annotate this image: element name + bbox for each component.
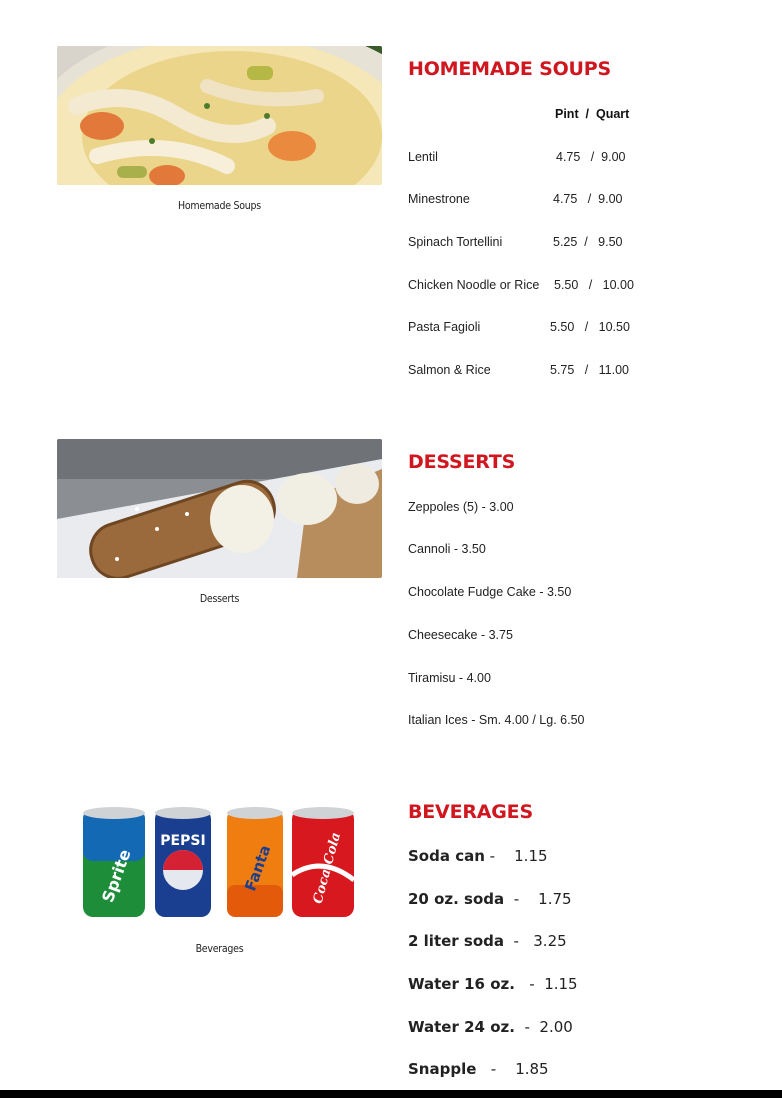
- beverage-name: 20 oz. soda: [408, 890, 505, 908]
- desserts-caption: Desserts: [199, 592, 240, 605]
- beverage-price: - 3.25: [504, 932, 567, 950]
- beverage-item: [408, 890, 572, 908]
- soup-name: Salmon & Rice: [408, 363, 491, 377]
- beverage-name: Water 16 oz.: [408, 975, 515, 993]
- soup-row: [408, 150, 626, 164]
- dessert-item: Cheesecake - 3.75: [408, 628, 513, 642]
- soup-price: 5.25 / 9.50: [553, 235, 623, 249]
- soup-row: [408, 192, 623, 206]
- beverage-price: - 1.85: [476, 1060, 549, 1078]
- soup-price: 4.75 / 9.00: [556, 150, 626, 164]
- soup-price: 5.50 / 10.50: [550, 320, 630, 334]
- soup-name: Spinach Tortellini: [408, 235, 503, 249]
- soup-name: Lentil: [408, 150, 438, 164]
- dessert-item: Tiramisu - 4.00: [408, 671, 491, 685]
- beverages-heading: BEVERAGES: [408, 801, 533, 823]
- desserts-photo: [57, 439, 382, 578]
- beverage-item: [408, 1060, 549, 1078]
- sprite-can: [83, 807, 145, 917]
- dessert-item: Italian Ices - Sm. 4.00 / Lg. 6.50: [408, 713, 585, 727]
- soup-name: Pasta Fagioli: [408, 320, 481, 334]
- beverages-photo: [57, 795, 382, 934]
- soups-heading: HOMEMADE SOUPS: [408, 58, 611, 80]
- soup-price: 5.50 / 10.00: [554, 278, 634, 292]
- beverage-price: - 1.75: [504, 890, 572, 908]
- beverage-item: [408, 847, 548, 865]
- beverage-name: Water 24 oz.: [408, 1018, 515, 1036]
- soup-price: 5.75 / 11.00: [550, 363, 629, 377]
- beverage-price: - 2.00: [514, 1018, 573, 1036]
- pint-quart-header: Pint / Quart: [555, 107, 630, 121]
- cannoli-image: [57, 439, 382, 578]
- soup-name: Minestrone: [408, 192, 470, 206]
- soups-caption: Homemade Soups: [178, 199, 261, 212]
- beverage-price: - 1.15: [484, 847, 548, 865]
- beverage-name: 2 liter soda: [408, 932, 504, 950]
- dessert-item: Chocolate Fudge Cake - 3.50: [408, 585, 572, 599]
- beverage-item: [408, 975, 578, 993]
- desserts-heading: DESSERTS: [408, 451, 516, 473]
- sprite-label: Sprite: [98, 846, 135, 905]
- dessert-item: Zeppoles (5) - 3.00: [408, 500, 514, 514]
- beverage-name: Soda can: [408, 847, 485, 865]
- beverages-caption: Beverages: [195, 942, 244, 955]
- soup-name: Chicken Noodle or Rice: [408, 278, 540, 292]
- soup-price: 4.75 / 9.00: [553, 192, 623, 206]
- soup-row: [408, 363, 629, 377]
- fanta-label: Fanta: [241, 842, 275, 894]
- coca-cola-can: [292, 807, 354, 917]
- bottom-bar: [0, 1090, 782, 1098]
- beverage-price: - 1.15: [514, 975, 578, 993]
- soup-image: [57, 46, 382, 185]
- coca-cola-label: Coca-Cola: [310, 830, 345, 906]
- beverage-item: [408, 1018, 573, 1036]
- fanta-can: [227, 807, 283, 917]
- pepsi-label: PEPSI: [160, 833, 206, 849]
- soda-cans-image: [57, 795, 382, 934]
- soup-row: [408, 320, 630, 334]
- dessert-item: Cannoli - 3.50: [408, 542, 486, 556]
- soup-row: [408, 278, 634, 292]
- beverage-item: [408, 932, 567, 950]
- soup-row: [408, 235, 623, 249]
- beverage-name: Snapple: [408, 1060, 477, 1078]
- soup-photo: [57, 46, 382, 185]
- pepsi-can: [155, 807, 211, 917]
